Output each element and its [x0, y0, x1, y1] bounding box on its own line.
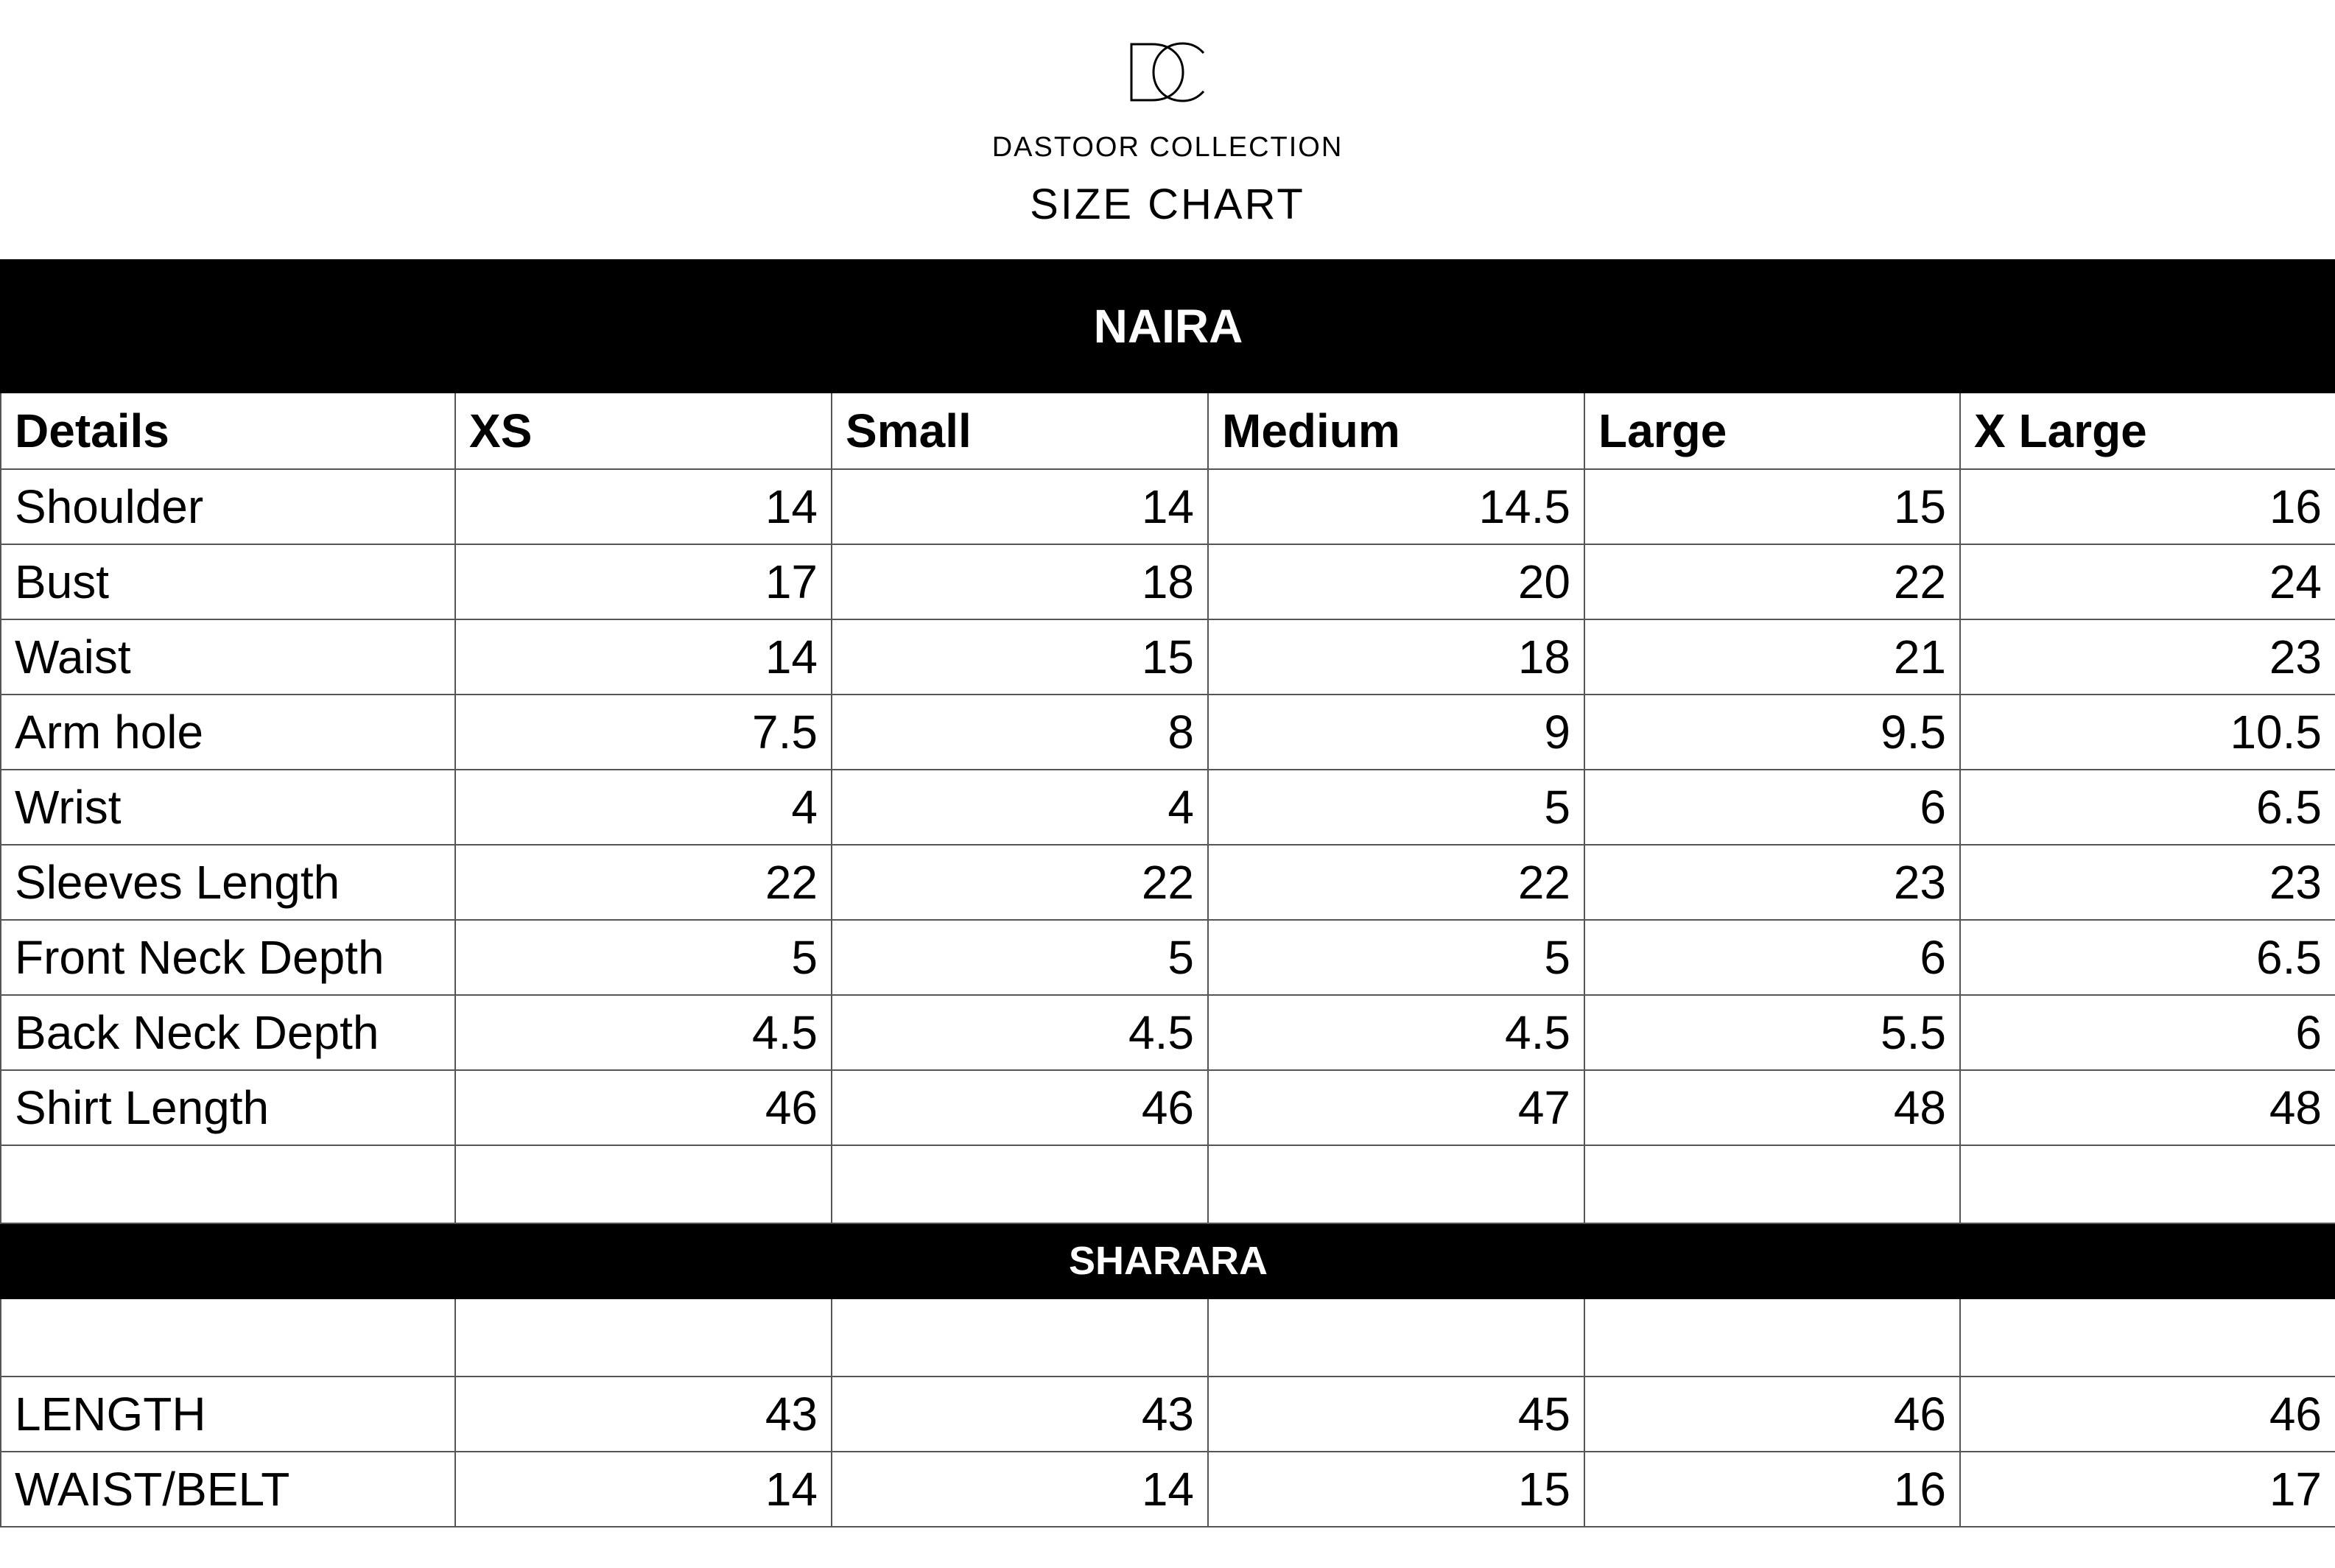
- empty-cell: [1960, 1298, 2335, 1377]
- table-cell: 16: [1960, 469, 2335, 544]
- table-cell: 48: [1960, 1070, 2335, 1145]
- empty-cell: [1208, 1298, 1584, 1377]
- row-label: Bust: [1, 544, 455, 619]
- table-row: [1, 845, 2335, 920]
- table-cell: 18: [832, 544, 1208, 619]
- table-cell: 10.5: [1960, 695, 2335, 770]
- page-header: [0, 0, 2335, 259]
- table-cell: 15: [1584, 469, 1960, 544]
- table-cell: 9: [1208, 695, 1584, 770]
- table-cell: 4: [832, 770, 1208, 845]
- table-row: [1, 1070, 2335, 1145]
- table-cell: 23: [1960, 619, 2335, 695]
- table-cell: 5: [1208, 770, 1584, 845]
- empty-cell: [1584, 1145, 1960, 1223]
- table-cell: 5.5: [1584, 995, 1960, 1070]
- table-cell: 4.5: [1208, 995, 1584, 1070]
- table-row: [1, 695, 2335, 770]
- row-label: Waist: [1, 619, 455, 695]
- empty-cell: [455, 1145, 832, 1223]
- empty-cell: [832, 1145, 1208, 1223]
- table-cell: 6.5: [1960, 770, 2335, 845]
- table-cell: 18: [1208, 619, 1584, 695]
- table-cell: 24: [1960, 544, 2335, 619]
- table-cell: 9.5: [1584, 695, 1960, 770]
- row-label: Front Neck Depth: [1, 920, 455, 995]
- table-cell: 14.5: [1208, 469, 1584, 544]
- column-header: X Large: [1960, 393, 2335, 469]
- row-label: WAIST/BELT: [1, 1452, 455, 1527]
- table-cell: 46: [1584, 1377, 1960, 1452]
- column-header: Large: [1584, 393, 1960, 469]
- table-row: [1, 544, 2335, 619]
- column-header: Small: [832, 393, 1208, 469]
- size-chart-table: [0, 259, 2335, 1527]
- section-title: NAIRA: [1, 260, 2335, 393]
- empty-cell: [1208, 1145, 1584, 1223]
- table-cell: 14: [455, 619, 832, 695]
- table-cell: 21: [1584, 619, 1960, 695]
- empty-cell: [1, 1298, 455, 1377]
- table-row: [1, 619, 2335, 695]
- table-cell: 16: [1584, 1452, 1960, 1527]
- table-cell: 6: [1584, 770, 1960, 845]
- table-cell: 5: [1208, 920, 1584, 995]
- table-cell: 45: [1208, 1377, 1584, 1452]
- empty-cell: [832, 1298, 1208, 1377]
- table-cell: 4.5: [832, 995, 1208, 1070]
- table-row: [1, 920, 2335, 995]
- table-cell: 4: [455, 770, 832, 845]
- table-cell: 7.5: [455, 695, 832, 770]
- table-cell: 14: [455, 469, 832, 544]
- section-header-sharara: [1, 1223, 2335, 1298]
- row-label: LENGTH: [1, 1377, 455, 1452]
- table-cell: 22: [1584, 544, 1960, 619]
- column-header: Medium: [1208, 393, 1584, 469]
- table-row: [1, 469, 2335, 544]
- row-label: Arm hole: [1, 695, 455, 770]
- row-label: Sleeves Length: [1, 845, 455, 920]
- row-label: Shoulder: [1, 469, 455, 544]
- row-label: Wrist: [1, 770, 455, 845]
- table-row: [1, 1377, 2335, 1452]
- table-row: [1, 995, 2335, 1070]
- page-subtitle: SIZE CHART: [1030, 180, 1305, 228]
- table-cell: 43: [832, 1377, 1208, 1452]
- table-cell: 4.5: [455, 995, 832, 1070]
- dc-logo: [1127, 41, 1208, 103]
- table-cell: 43: [455, 1377, 832, 1452]
- table-cell: 22: [1208, 845, 1584, 920]
- table-cell: 22: [832, 845, 1208, 920]
- table-cell: 14: [832, 1452, 1208, 1527]
- section-header-naira: [1, 260, 2335, 393]
- table-cell: 22: [455, 845, 832, 920]
- table-cell: 46: [832, 1070, 1208, 1145]
- column-header-row: [1, 393, 2335, 469]
- row-label: Back Neck Depth: [1, 995, 455, 1070]
- table-cell: 20: [1208, 544, 1584, 619]
- table-row: [1, 1452, 2335, 1527]
- table-cell: 15: [832, 619, 1208, 695]
- column-header: XS: [455, 393, 832, 469]
- table-cell: 17: [455, 544, 832, 619]
- table-cell: 46: [455, 1070, 832, 1145]
- empty-cell: [1584, 1298, 1960, 1377]
- table-cell: 6: [1584, 920, 1960, 995]
- table-cell: 23: [1584, 845, 1960, 920]
- table-row: [1, 770, 2335, 845]
- table-cell: 8: [832, 695, 1208, 770]
- row-label: Shirt Length: [1, 1070, 455, 1145]
- table-cell: 5: [455, 920, 832, 995]
- table-cell: 14: [832, 469, 1208, 544]
- table-cell: 6: [1960, 995, 2335, 1070]
- table-cell: 6.5: [1960, 920, 2335, 995]
- table-cell: 47: [1208, 1070, 1584, 1145]
- column-header: Details: [1, 393, 455, 469]
- table-cell: 23: [1960, 845, 2335, 920]
- table-cell: 17: [1960, 1452, 2335, 1527]
- brand-name: DASTOOR COLLECTION: [991, 132, 1344, 163]
- empty-cell: [455, 1298, 832, 1377]
- empty-cell: [1960, 1145, 2335, 1223]
- empty-row: [1, 1298, 2335, 1377]
- table-cell: 15: [1208, 1452, 1584, 1527]
- dc-logo-icon: [1127, 41, 1208, 103]
- table-cell: 14: [455, 1452, 832, 1527]
- table-cell: 5: [832, 920, 1208, 995]
- empty-row: [1, 1145, 2335, 1223]
- subsection-title: SHARARA: [1, 1223, 2335, 1298]
- empty-cell: [1, 1145, 455, 1223]
- table-cell: 46: [1960, 1377, 2335, 1452]
- table-cell: 48: [1584, 1070, 1960, 1145]
